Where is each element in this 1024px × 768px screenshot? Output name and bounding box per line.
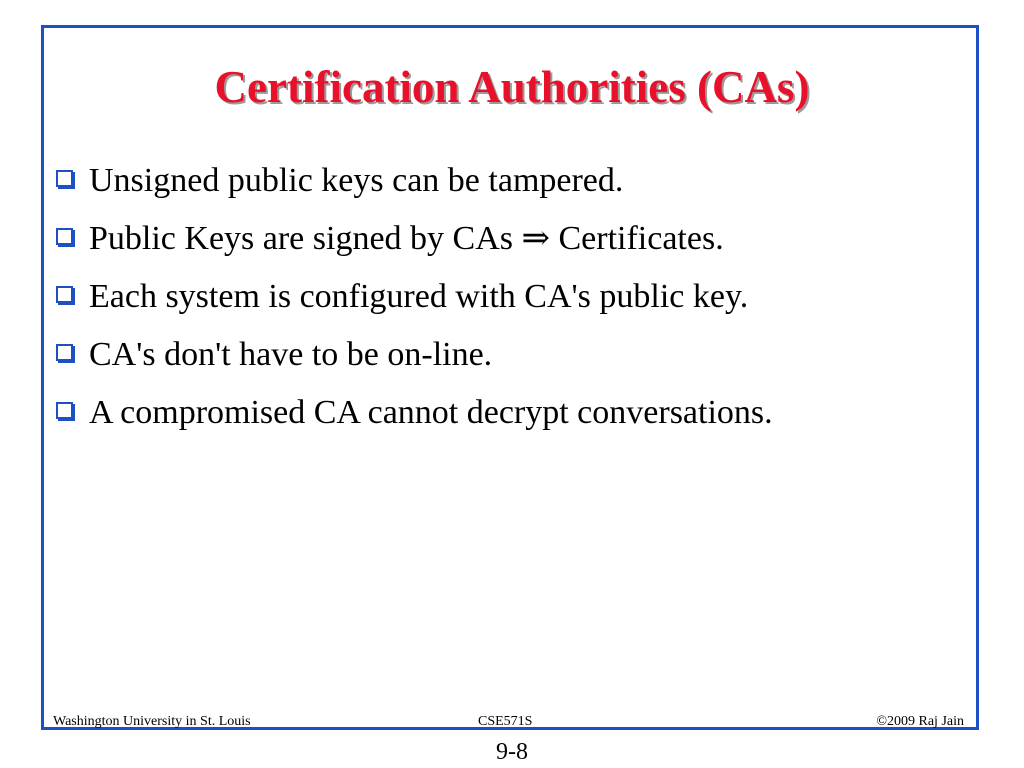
list-item	[56, 208, 773, 266]
page-number: 9-8	[496, 739, 528, 765]
bullet-text: CA's don't have to be on-line.	[89, 336, 493, 374]
list-item	[56, 382, 773, 440]
square-bullet-icon	[56, 402, 73, 419]
list-item	[56, 266, 773, 324]
square-bullet-icon	[56, 286, 73, 303]
footer-institution: Washington University in St. Louis	[53, 714, 251, 729]
bullet-list	[56, 150, 773, 440]
footer-copyright: ©2009 Raj Jain	[876, 714, 964, 729]
slide-title: Certification Authorities (CAs)	[214, 62, 810, 112]
footer-course: CSE571S	[478, 714, 533, 729]
bullet-text: Each system is configured with CA's public key.	[89, 278, 749, 316]
list-item	[56, 150, 773, 208]
square-bullet-icon	[56, 344, 73, 361]
bullet-text: Public Keys are signed by CAs ⇒ Certificates.	[89, 220, 724, 258]
bullet-text: Unsigned public keys can be tampered.	[89, 162, 624, 200]
square-bullet-icon	[56, 228, 73, 245]
list-item	[56, 324, 773, 382]
square-bullet-icon	[56, 170, 73, 187]
bullet-text: A compromised CA cannot decrypt conversations.	[89, 394, 773, 432]
